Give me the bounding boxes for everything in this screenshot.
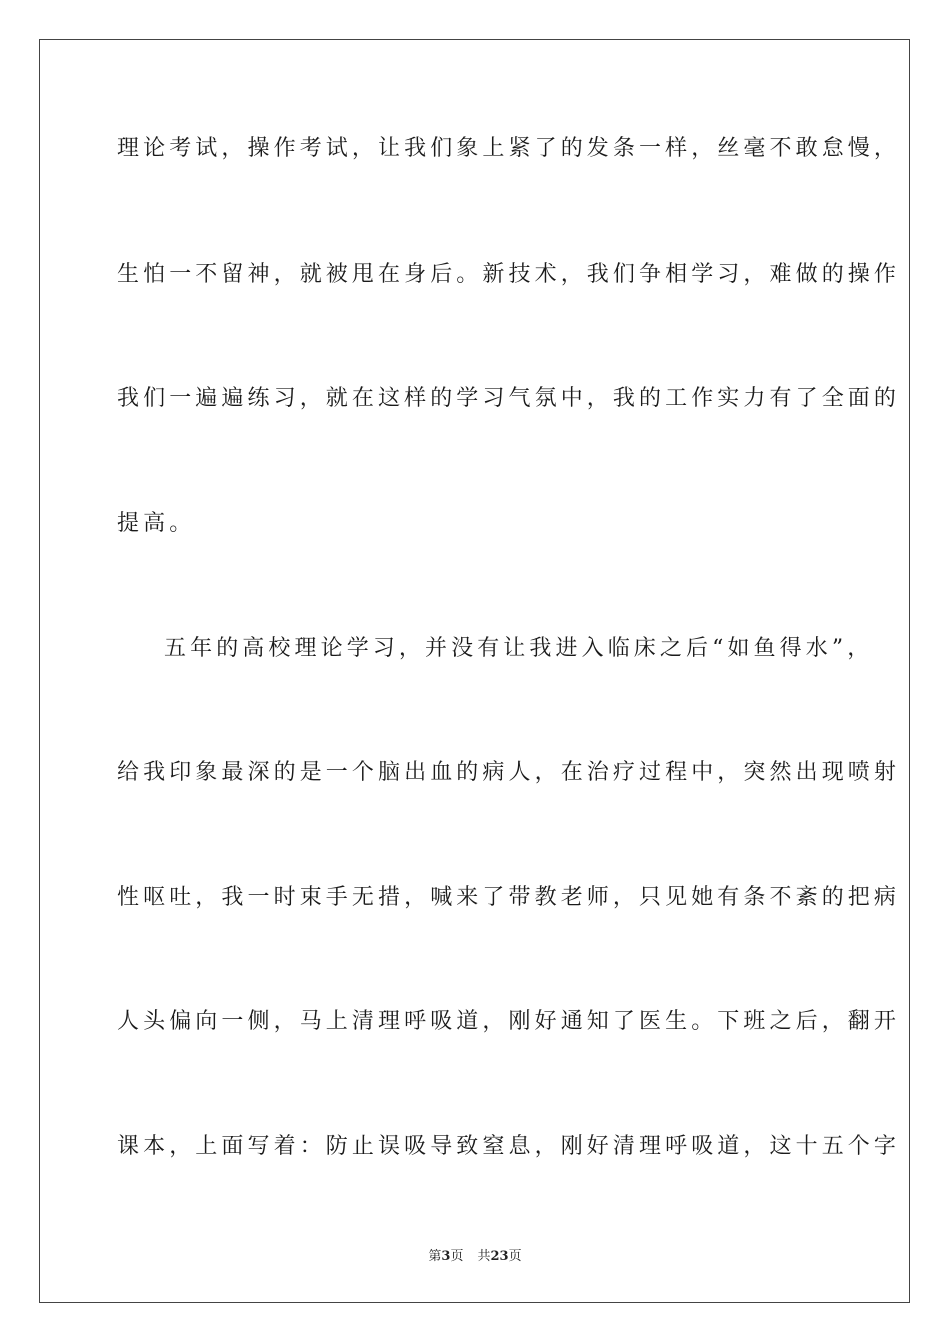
page-footer [0, 1248, 950, 1266]
total-label-prefix: 共 [477, 1249, 491, 1264]
body-text-line: 提高。 [117, 511, 196, 536]
body-text-line: 我们一遍遍练习，就在这样的学习气氛中，我的工作实力有了全面的 [117, 386, 901, 411]
current-page-number: 3 [441, 1249, 451, 1264]
body-text-line: 给我印象最深的是一个脑出血的病人，在治疗过程中，突然出现喷射 [117, 760, 901, 785]
page-label-prefix: 第 [428, 1249, 442, 1264]
page-border [39, 39, 910, 1303]
body-text-line: 人头偏向一侧，马上清理呼吸道，刚好通知了医生。下班之后，翻开 [117, 1009, 901, 1034]
total-label-suffix: 页 [508, 1249, 522, 1264]
body-text-line: 课本，上面写着：防止误吸导致窒息，刚好清理呼吸道，这十五个字 [117, 1134, 901, 1159]
body-text-line: 性呕吐，我一时束手无措，喊来了带教老师，只见她有条不紊的把病 [117, 885, 901, 910]
body-text-line: 理论考试，操作考试，让我们象上紧了的发条一样，丝毫不敢怠慢， [117, 136, 901, 161]
paragraph-first-line: 五年的高校理论学习，并没有让我进入临床之后“如鱼得水”， [164, 636, 874, 661]
body-text-line: 生怕一不留神，就被甩在身后。新技术，我们争相学习，难做的操作 [117, 262, 901, 287]
page-label-suffix: 页 [450, 1249, 464, 1264]
total-pages-number: 23 [490, 1249, 509, 1264]
